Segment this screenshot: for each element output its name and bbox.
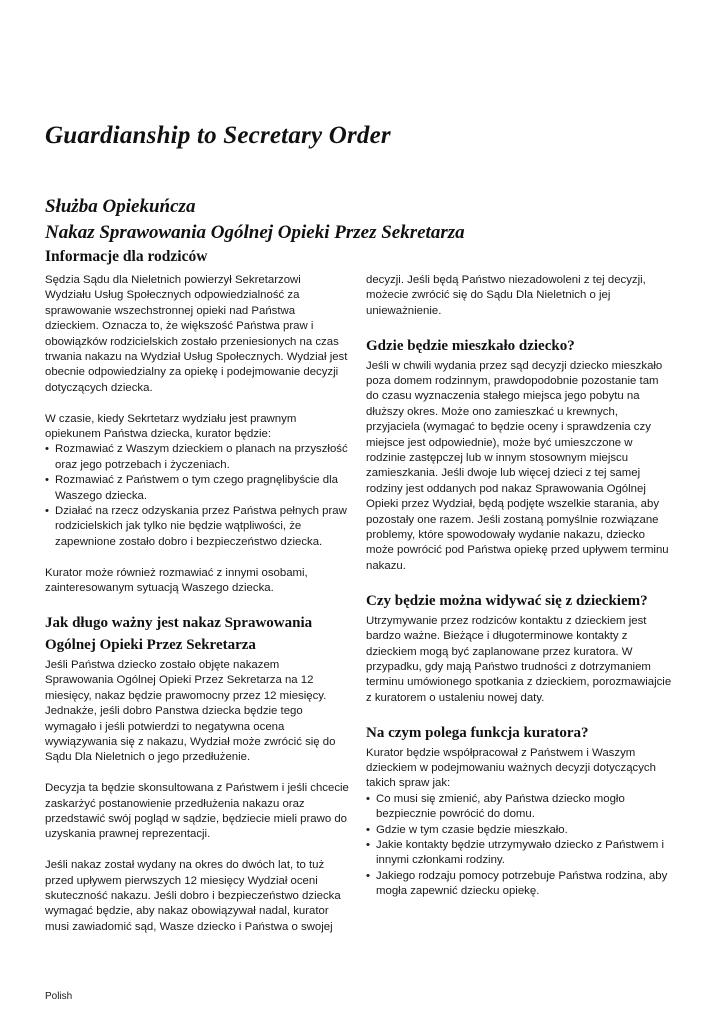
section-heading-duration: Jak długo ważny jest nakaz Sprawowania Ogólnej Opieki Przez Sekretarza — [45, 614, 313, 653]
list-item: • Jakiego rodzaju pomocy potrzebuje Państwa rodzina, aby mogła zapewnić dziecku opiekę. — [366, 869, 672, 900]
section-heading-residence: Gdzie będzie mieszkało dziecko? — [366, 337, 575, 354]
subtitle-service-name: Służba Opiekuńcza — [45, 196, 196, 217]
caseworker-duties-list — [45, 442, 350, 550]
list-item: • Gdzie w tym czasie będzie mieszkało. — [366, 823, 672, 838]
two-year-order-paragraph: Jeśli nakaz został wydany na okres do dwóch lat, to tuż przed upływem pierwszych 12 miesięcy Wydział oceni skuteczność nakazu. Jeśli dobro i bezpieczeństwo dziecka wymagać będzie, aby nakaz obowiązywał nadal, kurator musi zawiadomić sąd, Wasze dziecko i Państwa o swojej — [45, 859, 341, 933]
left-column — [45, 273, 350, 951]
right-column — [366, 273, 672, 915]
intro-paragraph: Sędzia Sądu dla Nieletnich powierzył Sekretarzowi Wydziału Usług Społecznych odpowiedzialność za sprawowanie wszechstronnej opieki nad Państwa dzieckiem. Oznacza to, że większość Państwa praw i obowiązków rodzicielskich zostało przeniesionych na czas trwania nakazu na Wydział Usług Społecznych. Wydział jest obecnie odpowiedzialny za opiekę i podejmowanie decyzji dotyczących dziecka. — [45, 274, 348, 394]
decision-topics-list — [366, 792, 672, 900]
footer-language: Polish — [45, 991, 73, 1002]
caseworker-role-paragraph: Kurator będzie współpracował z Państwem i Waszym dzieckiem w podejmowaniu ważnych decyzji dotyczących takich spraw jak: — [366, 746, 656, 790]
contact-paragraph: Utrzymywanie przez rodziców kontaktu z dzieckiem jest bardzo ważne. Bieżące i długoterminowe kontakty z dzieckiem mogą być zaplanowane przez kuratora. W przypadku, gdy mają Państwo trudności z dotrzymaniem terminu umówionego spotkania z dzieckiem, porozmawiajcie z kuratorem o ustaleniu nowej daty. — [366, 614, 672, 704]
guardian-intro-paragraph: W czasie, kiedy Sekrtetarz wydziału jest prawnym opiekunem Państwa dziecka, kurator będzie: — [45, 412, 297, 441]
list-item: • Rozmawiać z Waszym dzieckiem o planach na przyszłość oraz jego potrzebach i życzeniach. — [45, 442, 350, 473]
document-title: Guardianship to Secretary Order — [45, 122, 391, 149]
list-item: • Jakie kontakty będzie utrzymywało dziecko z Państwem i innymi członkami rodziny. — [366, 838, 672, 869]
list-item: • Co musi się zmienić, aby Państwa dziecko mogło bezpiecznie powrócić do domu. — [366, 792, 672, 823]
list-item: • Rozmawiać z Państwem o tym czego pragnęlibyście dla Waszego dziecka. — [45, 473, 350, 504]
list-item: • Działać na rzecz odzyskania przez Państwa pełnych praw rodzicielskich jak tylko nie będzie wątpliwości, że zapewnione zostało dobro i bezpieczeństwo dziecka. — [45, 504, 350, 550]
continuation-paragraph: decyzji. Jeśli będą Państwo niezadowoleni z tej decyzji, możecie zwrócić się do Sądu Dla Nieletnich o jej unieważnienie. — [366, 274, 646, 317]
residence-paragraph: Jeśli w chwili wydania przez sąd decyzji dziecko mieszkało poza domem rodzinnym, prawdopodobnie pozostanie tam do czasu wyznaczenia stałego miejsca jego pobytu na dłuższy okres. Może ono zamieszkać u krewnych, przyjaciela (wymagać to będzie oceny i sprawdzenia czy miejsce jest odpowiednie), może być umieszczone w rodzinie zastępczej lub w innym stosownym miejscu zamieszkania. Jeśli dwoje lub więcej dzieci z tej samej rodziny jest oddanych pod nakaz Sprawowania Ogólnej Opieki przez Wydział, będą podjęte wszelkie starania, aby pozostały one razem. Jeśli zostaną pomyślnie rozwiązane problemy, które spowodowały wydanie nakazu, dziecko może powrócić pod Państwa opiekę przed upływem terminu nakazu. — [366, 359, 669, 572]
consultation-paragraph: Decyzja ta będzie skonsultowana z Państwem i jeśli chcecie zaskarżyć postanowienie przedłużenia nakazu oraz przedstawić swój pogląd w sądzie, będziecie mieli prawo do uzyskania prawnej reprezentacji. — [45, 782, 349, 841]
caseworker-contacts-paragraph: Kurator może również rozmawiać z innymi osobami, zainteresowanym sytuacją Waszego dziecka. — [45, 566, 308, 595]
section-heading-caseworker-role: Na czym polega funkcja kuratora? — [366, 724, 589, 741]
duration-paragraph: Jeśli Państwa dziecko zostało objęte nakazem Sprawowania Ogólnej Opieki Przez Sekretarza na 12 miesięcy, nakaz będzie prawomocny przez 12 miesięcy. Jednakże, jeśli dobro Panstwa dziecka będzie tego wymagało i jeśli potwierdzi to negatywna ocena wywiązywania się z nakazu, Wydział może zwrócić się do Sądu Dla Nieletnich o jego przedłużenie. — [45, 658, 336, 764]
intro-heading: Informacje dla rodziców — [45, 248, 208, 265]
subtitle-order-name: Nakaz Sprawowania Ogólnej Opieki Przez Sekretarza — [45, 222, 465, 243]
section-heading-contact: Czy będzie można widywać się z dzieckiem? — [366, 592, 648, 609]
